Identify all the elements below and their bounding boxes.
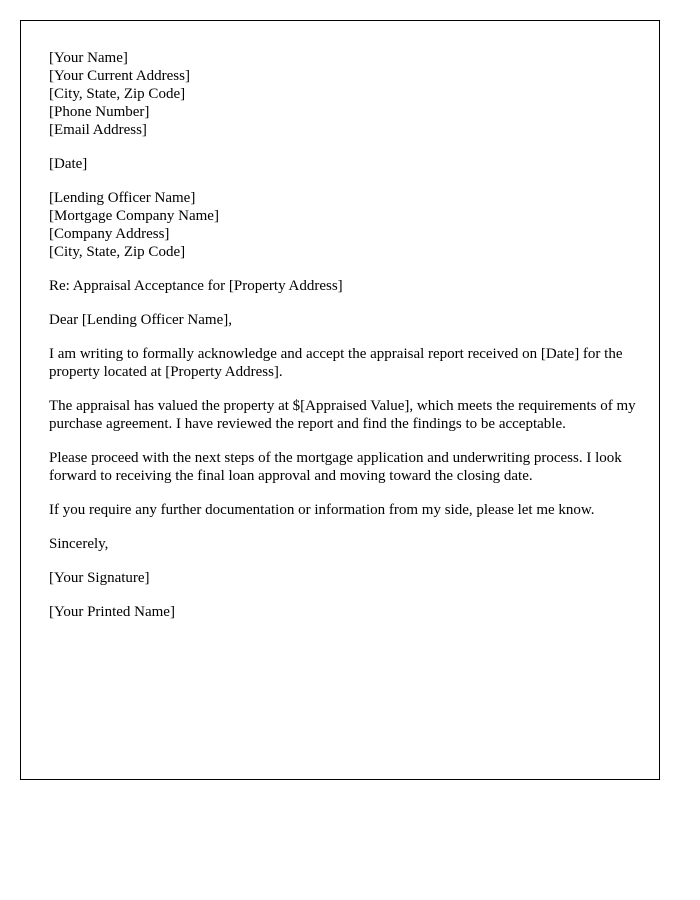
- sender-address: [Your Current Address]: [49, 68, 190, 84]
- body-paragraph-1: I am writing to formally acknowledge and accept the appraisal report received on [Date] for the property located at [Property Address].: [49, 346, 623, 380]
- letter-content: [49, 49, 639, 637]
- recipient-address: [Company Address]: [49, 226, 170, 242]
- body-paragraph-2: The appraisal has valued the property at $[Appraised Value], which meets the requirements of my purchase agreement. I have reviewed the report and find the findings to be acceptable.: [49, 398, 636, 432]
- recipient-block: [49, 189, 639, 261]
- salutation: Dear [Lending Officer Name],: [49, 312, 232, 328]
- body-paragraph-3: Please proceed with the next steps of the mortgage application and underwriting process. I look forward to receiving the final loan approval and moving toward the closing date.: [49, 450, 622, 484]
- recipient-name: [Lending Officer Name]: [49, 190, 196, 206]
- sender-email: [Email Address]: [49, 122, 147, 138]
- letter-date: [Date]: [49, 156, 88, 172]
- body-paragraph-4: If you require any further documentation or information from my side, please let me know.: [49, 502, 595, 518]
- signature-placeholder: [Your Signature]: [49, 570, 150, 586]
- closing: Sincerely,: [49, 536, 109, 552]
- sender-name: [Your Name]: [49, 50, 128, 66]
- printed-name: [Your Printed Name]: [49, 604, 175, 620]
- sender-phone: [Phone Number]: [49, 104, 150, 120]
- letter-page: [20, 20, 660, 780]
- sender-block: [49, 49, 639, 139]
- sender-city-state-zip: [City, State, Zip Code]: [49, 86, 186, 102]
- recipient-city-state-zip: [City, State, Zip Code]: [49, 244, 186, 260]
- recipient-company: [Mortgage Company Name]: [49, 208, 219, 224]
- date-block: [49, 155, 639, 173]
- subject-line: Re: Appraisal Acceptance for [Property Address]: [49, 278, 343, 294]
